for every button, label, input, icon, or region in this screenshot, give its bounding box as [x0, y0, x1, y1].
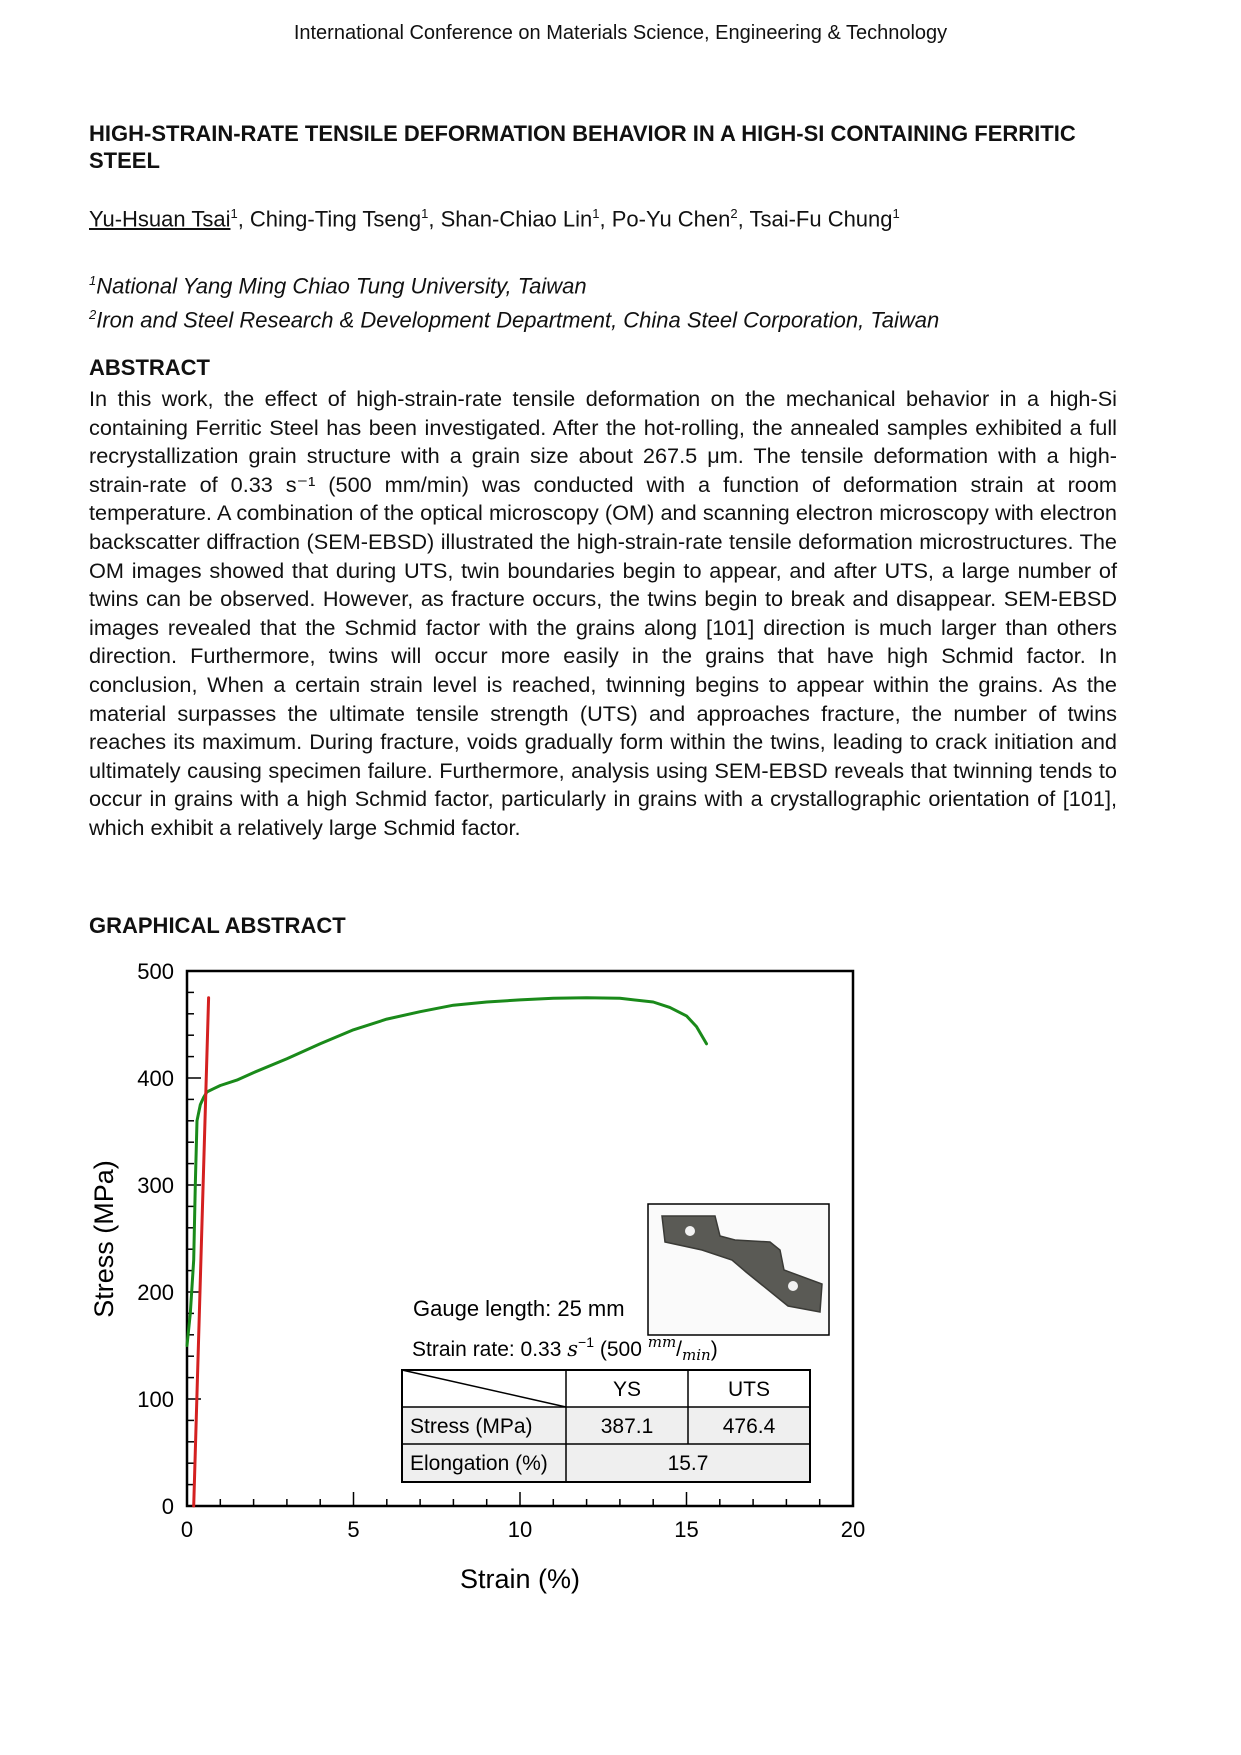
author-name: Yu-Hsuan Tsai — [89, 206, 231, 232]
affiliations — [89, 266, 939, 335]
strain-rate-paren-open: (500 — [594, 1338, 648, 1361]
abstract-body: In this work, the effect of high-strain-rate tensile deformation on the mechanical behavior in a high-Si containing Ferritic Steel has been investigated. After the hot-rolling, the annealed samples exhibited a full recrystallization grain structure with a grain size about 267.5 μm. The tensile deformation with a high- strain-rate of 0.33 s⁻¹ (500 mm/min) was conducted with a function of deformation strain at room temperature. A combination of the optical microscopy (OM) and scanning electron microscopy with electron backscatter diffraction (SEM-EBSD) illustrated the high-strain-rate tensile deformation microstructures. The OM images showed that during UTS, twin boundaries begin to appear, and after UTS, a large number of twins can be observed. However, as fracture occurs, the twins begin to break and disappear. SEM-EBSD images revealed that the Schmid factor with the grains along [101] direction is much larger than others direction. Furthermore, twins will occur more easily in the grains that have high Schmid factor. In conclusion, When a certain strain level is reached, twinning begins to appear within the grains. As the material surpasses the ultimate tensile strength (UTS) and approaches fracture, the number of twins reaches its maximum. During fracture, voids gradually form within the twins, leading to crack initiation and ultimately causing specimen failure. Furthermore, analysis using SEM-EBSD reveals that twinning tends to occur in grains with a high Schmid factor, particularly in grains with a crystallographic orientation of [101], which exhibit a relatively large Schmid factor. — [89, 386, 1117, 840]
strain-rate-paren-close: ) — [710, 1338, 718, 1361]
strain-rate-denominator: min — [682, 1346, 711, 1364]
elastic-offset-line — [194, 998, 209, 1506]
running-head: International Conference on Materials Science, Engineering & Technology — [293, 22, 948, 44]
strain-rate-exponent: −1 — [578, 1334, 595, 1350]
properties-table — [402, 1370, 810, 1482]
x-tick-label: 20 — [840, 1517, 866, 1542]
specimen-hole — [788, 1281, 798, 1291]
affiliation-mark: 2 — [730, 206, 738, 221]
y-tick-label: 0 — [161, 1494, 174, 1519]
y-tick-label: 300 — [137, 1173, 174, 1198]
x-tick-label: 0 — [180, 1517, 194, 1542]
affiliation-text: National Yang Ming Chiao Tung University, Taiwan — [96, 273, 587, 299]
author-name: Po-Yu Chen — [611, 206, 731, 232]
affiliation-text: Iron and Steel Research & Development Department, China Steel Corporation, Taiwan — [96, 307, 940, 333]
x-axis-label: Strain (%) — [459, 1564, 581, 1594]
strain-rate-label — [412, 1333, 718, 1364]
table-cell: 15.7 — [667, 1452, 709, 1475]
y-axis-label: Stress (MPa) — [89, 1160, 119, 1318]
y-tick-label: 400 — [137, 1066, 174, 1091]
y-tick-label: 200 — [137, 1280, 174, 1305]
affiliation-mark: 1 — [230, 206, 238, 221]
graphical-abstract-heading: GRAPHICAL ABSTRACT — [89, 913, 346, 938]
x-tick-label: 10 — [507, 1517, 533, 1542]
affiliation-line — [89, 300, 939, 334]
abstract-heading: ABSTRACT — [89, 355, 210, 380]
affiliation-line — [89, 266, 939, 300]
x-tick-label: 15 — [674, 1517, 699, 1542]
table-row-label: Stress (MPa) — [410, 1415, 533, 1438]
x-tick-label: 5 — [347, 1517, 360, 1542]
fraction-slash: / — [676, 1338, 683, 1361]
paper-title: HIGH-STRAIN-RATE TENSILE DEFORMATION BEHAVIOR IN A HIGH-SI CONTAINING FERRITIC STEEL — [89, 121, 1076, 173]
author-name: Tsai-Fu Chung — [749, 206, 893, 232]
strain-rate-numerator: mm — [647, 1333, 677, 1351]
affiliation-mark: 2 — [89, 307, 97, 323]
table-col-header: UTS — [728, 1378, 770, 1401]
table-cell: 387.1 — [600, 1415, 654, 1438]
author-name: Ching-Ting Tseng — [249, 206, 422, 232]
specimen-photo — [648, 1204, 829, 1335]
gauge-length-label: Gauge length: 25 mm — [413, 1296, 625, 1321]
stress-strain-curve — [187, 998, 707, 1346]
table-cell: 476.4 — [722, 1415, 776, 1438]
author-list: Yu-Hsuan Tsai$^1$, Ching-Ting Tseng$^1$, Shan-Chiao Lin$^1$, Po-Yu Chen$^2$, Tsai-Fu Chung$^1$ — [89, 206, 900, 232]
table-row-label: Elongation (%) — [410, 1452, 548, 1475]
affiliation-mark: 1 — [421, 206, 429, 221]
stress-strain-chart — [80, 950, 960, 1650]
y-tick-label: 500 — [137, 959, 174, 984]
strain-rate-unit: s — [567, 1337, 579, 1361]
specimen-hole — [685, 1226, 695, 1236]
y-tick-label: 100 — [137, 1387, 174, 1412]
strain-rate-prefix: Strain rate: 0.33 — [412, 1338, 568, 1361]
affiliation-mark: 1 — [892, 206, 900, 221]
author-name: Shan-Chiao Lin — [440, 206, 593, 232]
affiliation-mark: 1 — [592, 206, 600, 221]
table-col-header: YS — [612, 1378, 642, 1401]
affiliation-mark: 1 — [89, 273, 97, 288]
